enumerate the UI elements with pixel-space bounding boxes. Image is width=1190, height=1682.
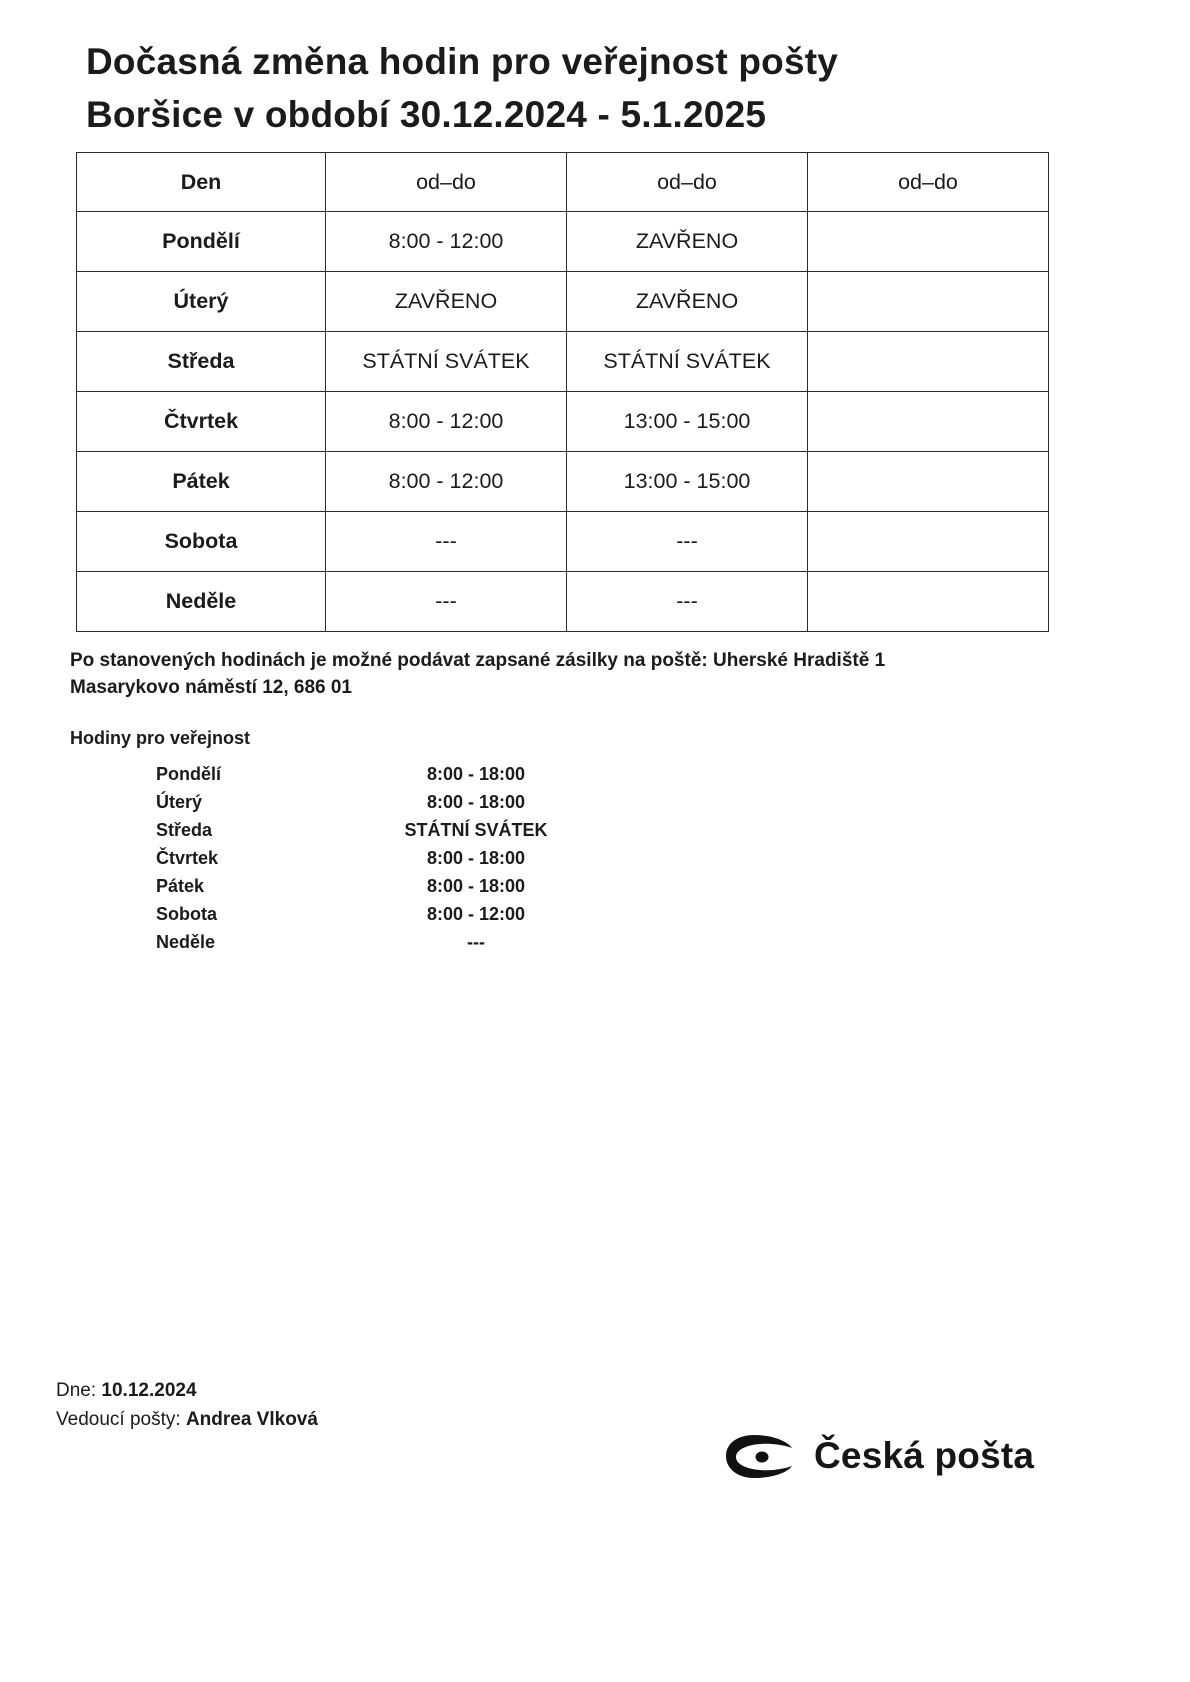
- opening-hours-value: 8:00 - 12:00: [426, 903, 526, 924]
- cell-day: Středa: [77, 332, 326, 392]
- list-item: [156, 788, 676, 816]
- opening-hours-day: Pondělí: [156, 763, 222, 784]
- cell-period-3: [808, 572, 1049, 632]
- table-row: [77, 332, 1049, 392]
- page-title-line-1: Dočasná změna hodin pro veřejnost pošty: [86, 41, 839, 82]
- page-title-line-2: Boršice v období 30.12.2024 - 5.1.2025: [86, 93, 767, 135]
- ceska-posta-logo-icon: [722, 1432, 796, 1480]
- note-line-1: Po stanovených hodinách je možné podávat zapsané zásilky na poště: Uherské Hradiště 1: [70, 650, 886, 671]
- opening-hours-value: ---: [467, 931, 485, 952]
- cell-period-1: STÁTNÍ SVÁTEK: [326, 332, 567, 392]
- cell-period-2: ---: [567, 512, 808, 572]
- list-item: [156, 816, 676, 844]
- cell-day: Čtvrtek: [77, 392, 326, 452]
- table-row: [77, 452, 1049, 512]
- note-text: [70, 648, 1070, 702]
- table-row: [77, 272, 1049, 332]
- footer-date-label: Dne:: [56, 1380, 97, 1401]
- opening-hours-value: 8:00 - 18:00: [426, 763, 526, 784]
- footer-manager-label: Vedoucí pošty:: [56, 1409, 181, 1431]
- cell-period-2: ZAVŘENO: [567, 212, 808, 272]
- cell-period-2: 13:00 - 15:00: [567, 452, 808, 512]
- list-item: [156, 928, 676, 956]
- header-cell-period-2: od–do: [567, 153, 808, 212]
- cell-day: Sobota: [77, 512, 326, 572]
- cell-period-1: 8:00 - 12:00: [326, 392, 567, 452]
- cell-period-3: [808, 212, 1049, 272]
- opening-hours-day: Pátek: [156, 875, 205, 896]
- cell-period-3: [808, 272, 1049, 332]
- opening-hours-day: Úterý: [156, 791, 203, 812]
- cell-period-3: [808, 332, 1049, 392]
- opening-hours-heading: Hodiny pro veřejnost: [70, 728, 251, 748]
- table-row: [77, 572, 1049, 632]
- note-line-2: Masarykovo náměstí 12, 686 01: [70, 676, 353, 698]
- opening-hours-value: 8:00 - 18:00: [426, 875, 526, 896]
- cell-period-1: 8:00 - 12:00: [326, 212, 567, 272]
- footer-manager-value: Andrea Vlková: [185, 1409, 318, 1431]
- cell-period-2: 13:00 - 15:00: [567, 392, 808, 452]
- cell-period-2: ZAVŘENO: [567, 272, 808, 332]
- cell-period-1: ---: [326, 512, 567, 572]
- cell-period-1: 8:00 - 12:00: [326, 452, 567, 512]
- cell-period-3: [808, 392, 1049, 452]
- cell-day: Úterý: [77, 272, 326, 332]
- opening-hours-day: Neděle: [156, 931, 216, 952]
- table-row: [77, 512, 1049, 572]
- cell-period-1: ---: [326, 572, 567, 632]
- list-item: [156, 844, 676, 872]
- footer-signature: [56, 1376, 318, 1435]
- opening-hours-list: [156, 760, 676, 956]
- list-item: [156, 872, 676, 900]
- page-title: [86, 36, 1096, 141]
- list-item: [156, 900, 676, 928]
- cell-period-3: [808, 512, 1049, 572]
- brand-logo: [722, 1432, 1034, 1480]
- table-row: [77, 212, 1049, 272]
- list-item: [156, 760, 676, 788]
- cell-period-2: ---: [567, 572, 808, 632]
- schedule-table: [76, 152, 1049, 632]
- opening-hours-value: 8:00 - 18:00: [426, 791, 526, 812]
- header-cell-day: Den: [77, 153, 326, 212]
- opening-hours-value: STÁTNÍ SVÁTEK: [404, 819, 548, 840]
- brand-name: Česká pošta: [814, 1435, 1035, 1476]
- footer-manager-row: [56, 1405, 318, 1434]
- table-row: [77, 392, 1049, 452]
- table-header-row: [77, 153, 1049, 212]
- cell-period-1: ZAVŘENO: [326, 272, 567, 332]
- opening-hours-day: Čtvrtek: [156, 847, 219, 868]
- cell-period-3: [808, 452, 1049, 512]
- opening-hours-value: 8:00 - 18:00: [426, 847, 526, 868]
- cell-day: Pátek: [77, 452, 326, 512]
- footer-date-value: 10.12.2024: [101, 1380, 197, 1401]
- opening-hours-day: Sobota: [156, 903, 217, 924]
- footer-date-row: [56, 1376, 318, 1405]
- cell-period-2: STÁTNÍ SVÁTEK: [567, 332, 808, 392]
- cell-day: Pondělí: [77, 212, 326, 272]
- cell-day: Neděle: [77, 572, 326, 632]
- header-cell-period-3: od–do: [808, 153, 1049, 212]
- header-cell-period-1: od–do: [326, 153, 567, 212]
- opening-hours-day: Středa: [156, 819, 213, 840]
